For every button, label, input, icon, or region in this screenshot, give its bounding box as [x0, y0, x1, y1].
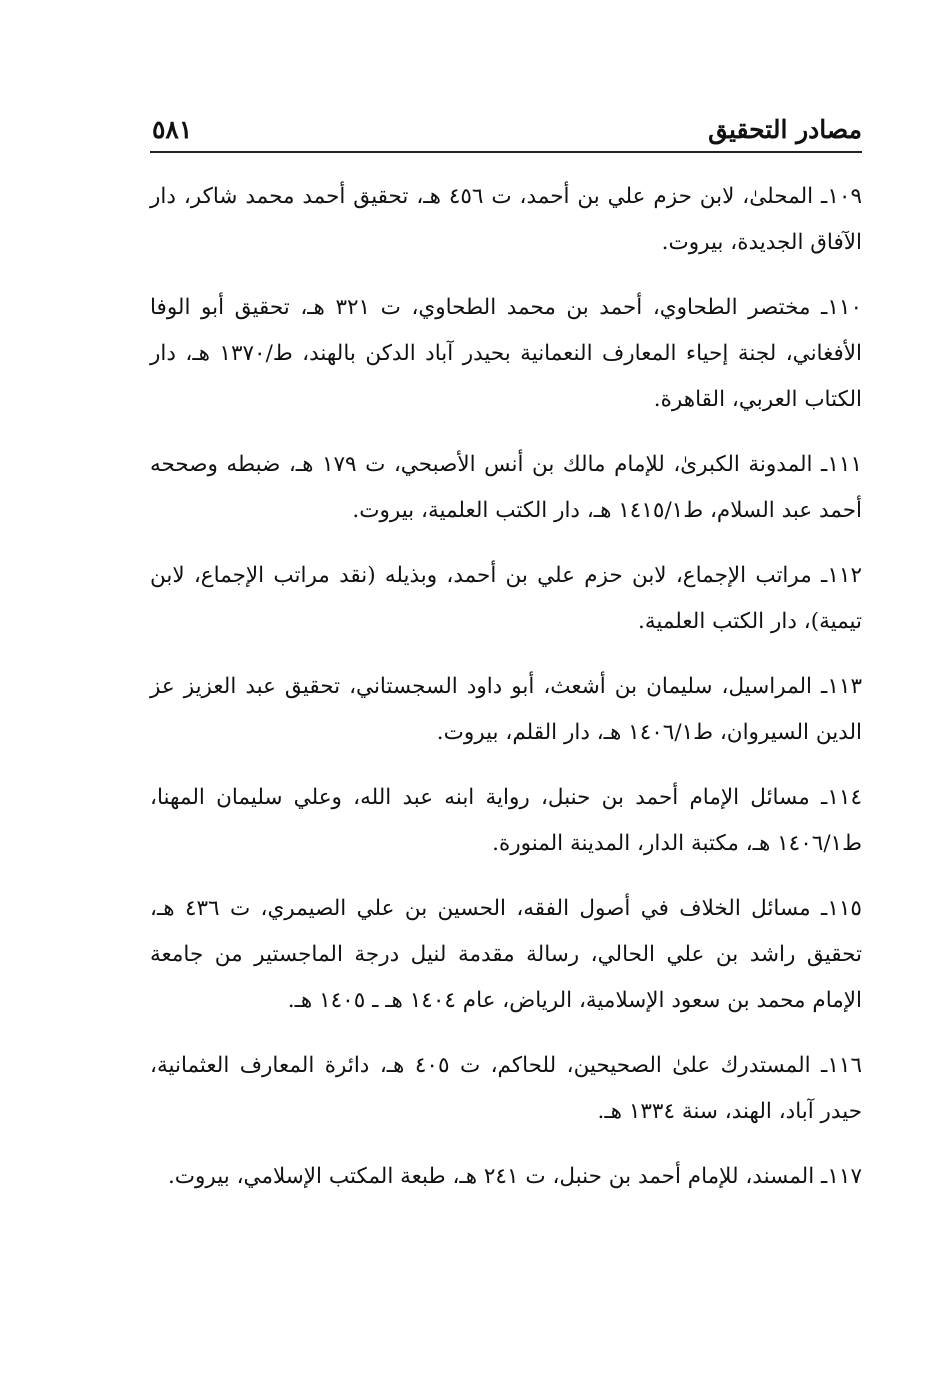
entry-text: المدونة الكبرىٰ، للإمام مالك بن أنس الأصبحي، ت ١٧٩ هـ، ضبطه وصححه أحمد عبد السلام، ط١٤١٥/١ هـ، دار الكتب العلمية، بيروت. [150, 452, 862, 523]
entry-text: المستدرك علىٰ الصحيحين، للحاكم، ت ٤٠٥ هـ، دائرة المعارف العثمانية، حيدر آباد، الهند، سنة ١٣٣٤ هـ. [150, 1053, 862, 1124]
running-title: مصادر التحقيق [708, 115, 862, 144]
entry-number: ١١٦ [827, 1053, 863, 1078]
entry-number: ١١٣ [827, 674, 862, 699]
entry-number: ١١٤ [827, 785, 862, 810]
entry-text: مسائل الخلاف في أصول الفقه، الحسين بن علي الصيمري، ت ٤٣٦ هـ، تحقيق راشد بن علي الحالي، رسالة مقدمة لنيل درجة الماجستير من جامعة الإمام محمد بن سعود الإسلامية، الرياض، عام ١٤٠٤ هـ ـ ١٤٠٥ هـ. [150, 896, 862, 1013]
bibliography-list [150, 174, 862, 1219]
entry-text: مراتب الإجماع، لابن حزم علي بن أحمد، وبذيله (نقد مراتب الإجماع، لابن تيمية)، دار الكتب العلمية. [150, 563, 862, 634]
entry-text: المحلىٰ، لابن حزم علي بن أحمد، ت ٤٥٦ هـ، تحقيق أحمد محمد شاكر، دار الآفاق الجديدة، بيروت. [150, 184, 862, 255]
entry-text: مختصر الطحاوي، أحمد بن محمد الطحاوي، ت ٣٢١ هـ، تحقيق أبو الوفا الأفغاني، لجنة إحياء المعارف النعمانية بحيدر آباد الدكن بالهند، ط/١٣٧٠ هـ، دار الكتاب العربي، القاهرة. [150, 295, 862, 412]
bibliography-entry: ١١٣ـ المراسيل، سليمان بن أشعث، أبو داود السجستاني، تحقيق عبد العزيز عز الدين السيروان، ط١٤٠٦/١ هـ، دار القلم، بيروت. [150, 674, 862, 745]
entry-text: مسائل الإمام أحمد بن حنبل، رواية ابنه عبد الله، وعلي سليمان المهنا، ط١٤٠٦/١ هـ، مكتبة الدار، المدينة المنورة. [150, 785, 862, 856]
entry-number: ١١٧ [827, 1164, 862, 1189]
entry-text: المراسيل، سليمان بن أشعث، أبو داود السجستاني، تحقيق عبد العزيز عز الدين السيروان، ط١٤٠٦/١ هـ، دار القلم، بيروت. [150, 674, 862, 745]
bibliography-entry: ١١٦ـ المستدرك علىٰ الصحيحين، للحاكم، ت ٤٠٥ هـ، دائرة المعارف العثمانية، حيدر آباد، الهند، سنة ١٣٣٤ هـ. [150, 1053, 863, 1124]
entry-text: المسند، للإمام أحمد بن حنبل، ت ٢٤١ هـ، طبعة المكتب الإسلامي، بيروت. [167, 1164, 815, 1189]
entry-number: ١١١ [827, 452, 862, 477]
entry-number: ١٠٩ [827, 184, 862, 209]
page-header [150, 112, 862, 152]
entry-number: ١١٢ [827, 563, 862, 588]
entry-number: ١١٥ [827, 896, 862, 921]
bibliography-entry: ١١٠ـ مختصر الطحاوي، أحمد بن محمد الطحاوي، ت ٣٢١ هـ، تحقيق أبو الوفا الأفغاني، لجنة إحياء المعارف النعمانية بحيدر آباد الدكن بالهند، ط/١٣٧٠ هـ، دار الكتاب العربي، القاهرة. [150, 295, 863, 412]
bibliography-entry: ١١٥ـ مسائل الخلاف في أصول الفقه، الحسين بن علي الصيمري، ت ٤٣٦ هـ، تحقيق راشد بن علي الحالي، رسالة مقدمة لنيل درجة الماجستير من جامعة الإمام محمد بن سعود الإسلامية، الرياض، عام ١٤٠٤ هـ ـ ١٤٠٥ هـ. [150, 896, 862, 1013]
bibliography-entry: ١١١ـ المدونة الكبرىٰ، للإمام مالك بن أنس الأصبحي، ت ١٧٩ هـ، ضبطه وصححه أحمد عبد السلام، ط١٤١٥/١ هـ، دار الكتب العلمية، بيروت. [150, 452, 862, 523]
header-rule [150, 151, 862, 153]
page-number: ٥٨١ [152, 115, 193, 144]
bibliography-entry: ١١٢ـ مراتب الإجماع، لابن حزم علي بن أحمد، وبذيله (نقد مراتب الإجماع، لابن تيمية)، دار الكتب العلمية. [150, 563, 862, 634]
bibliography-entry: ١١٧ـ المسند، للإمام أحمد بن حنبل، ت ٢٤١ هـ، طبعة المكتب الإسلامي، بيروت. [167, 1164, 862, 1189]
bibliography-entry: ١١٤ـ مسائل الإمام أحمد بن حنبل، رواية ابنه عبد الله، وعلي سليمان المهنا، ط١٤٠٦/١ هـ، مكتبة الدار، المدينة المنورة. [150, 785, 862, 856]
bibliography-entry: ١٠٩ـ المحلىٰ، لابن حزم علي بن أحمد، ت ٤٥٦ هـ، تحقيق أحمد محمد شاكر، دار الآفاق الجديدة، بيروت. [150, 184, 862, 255]
entry-number: ١١٠ [827, 295, 863, 320]
